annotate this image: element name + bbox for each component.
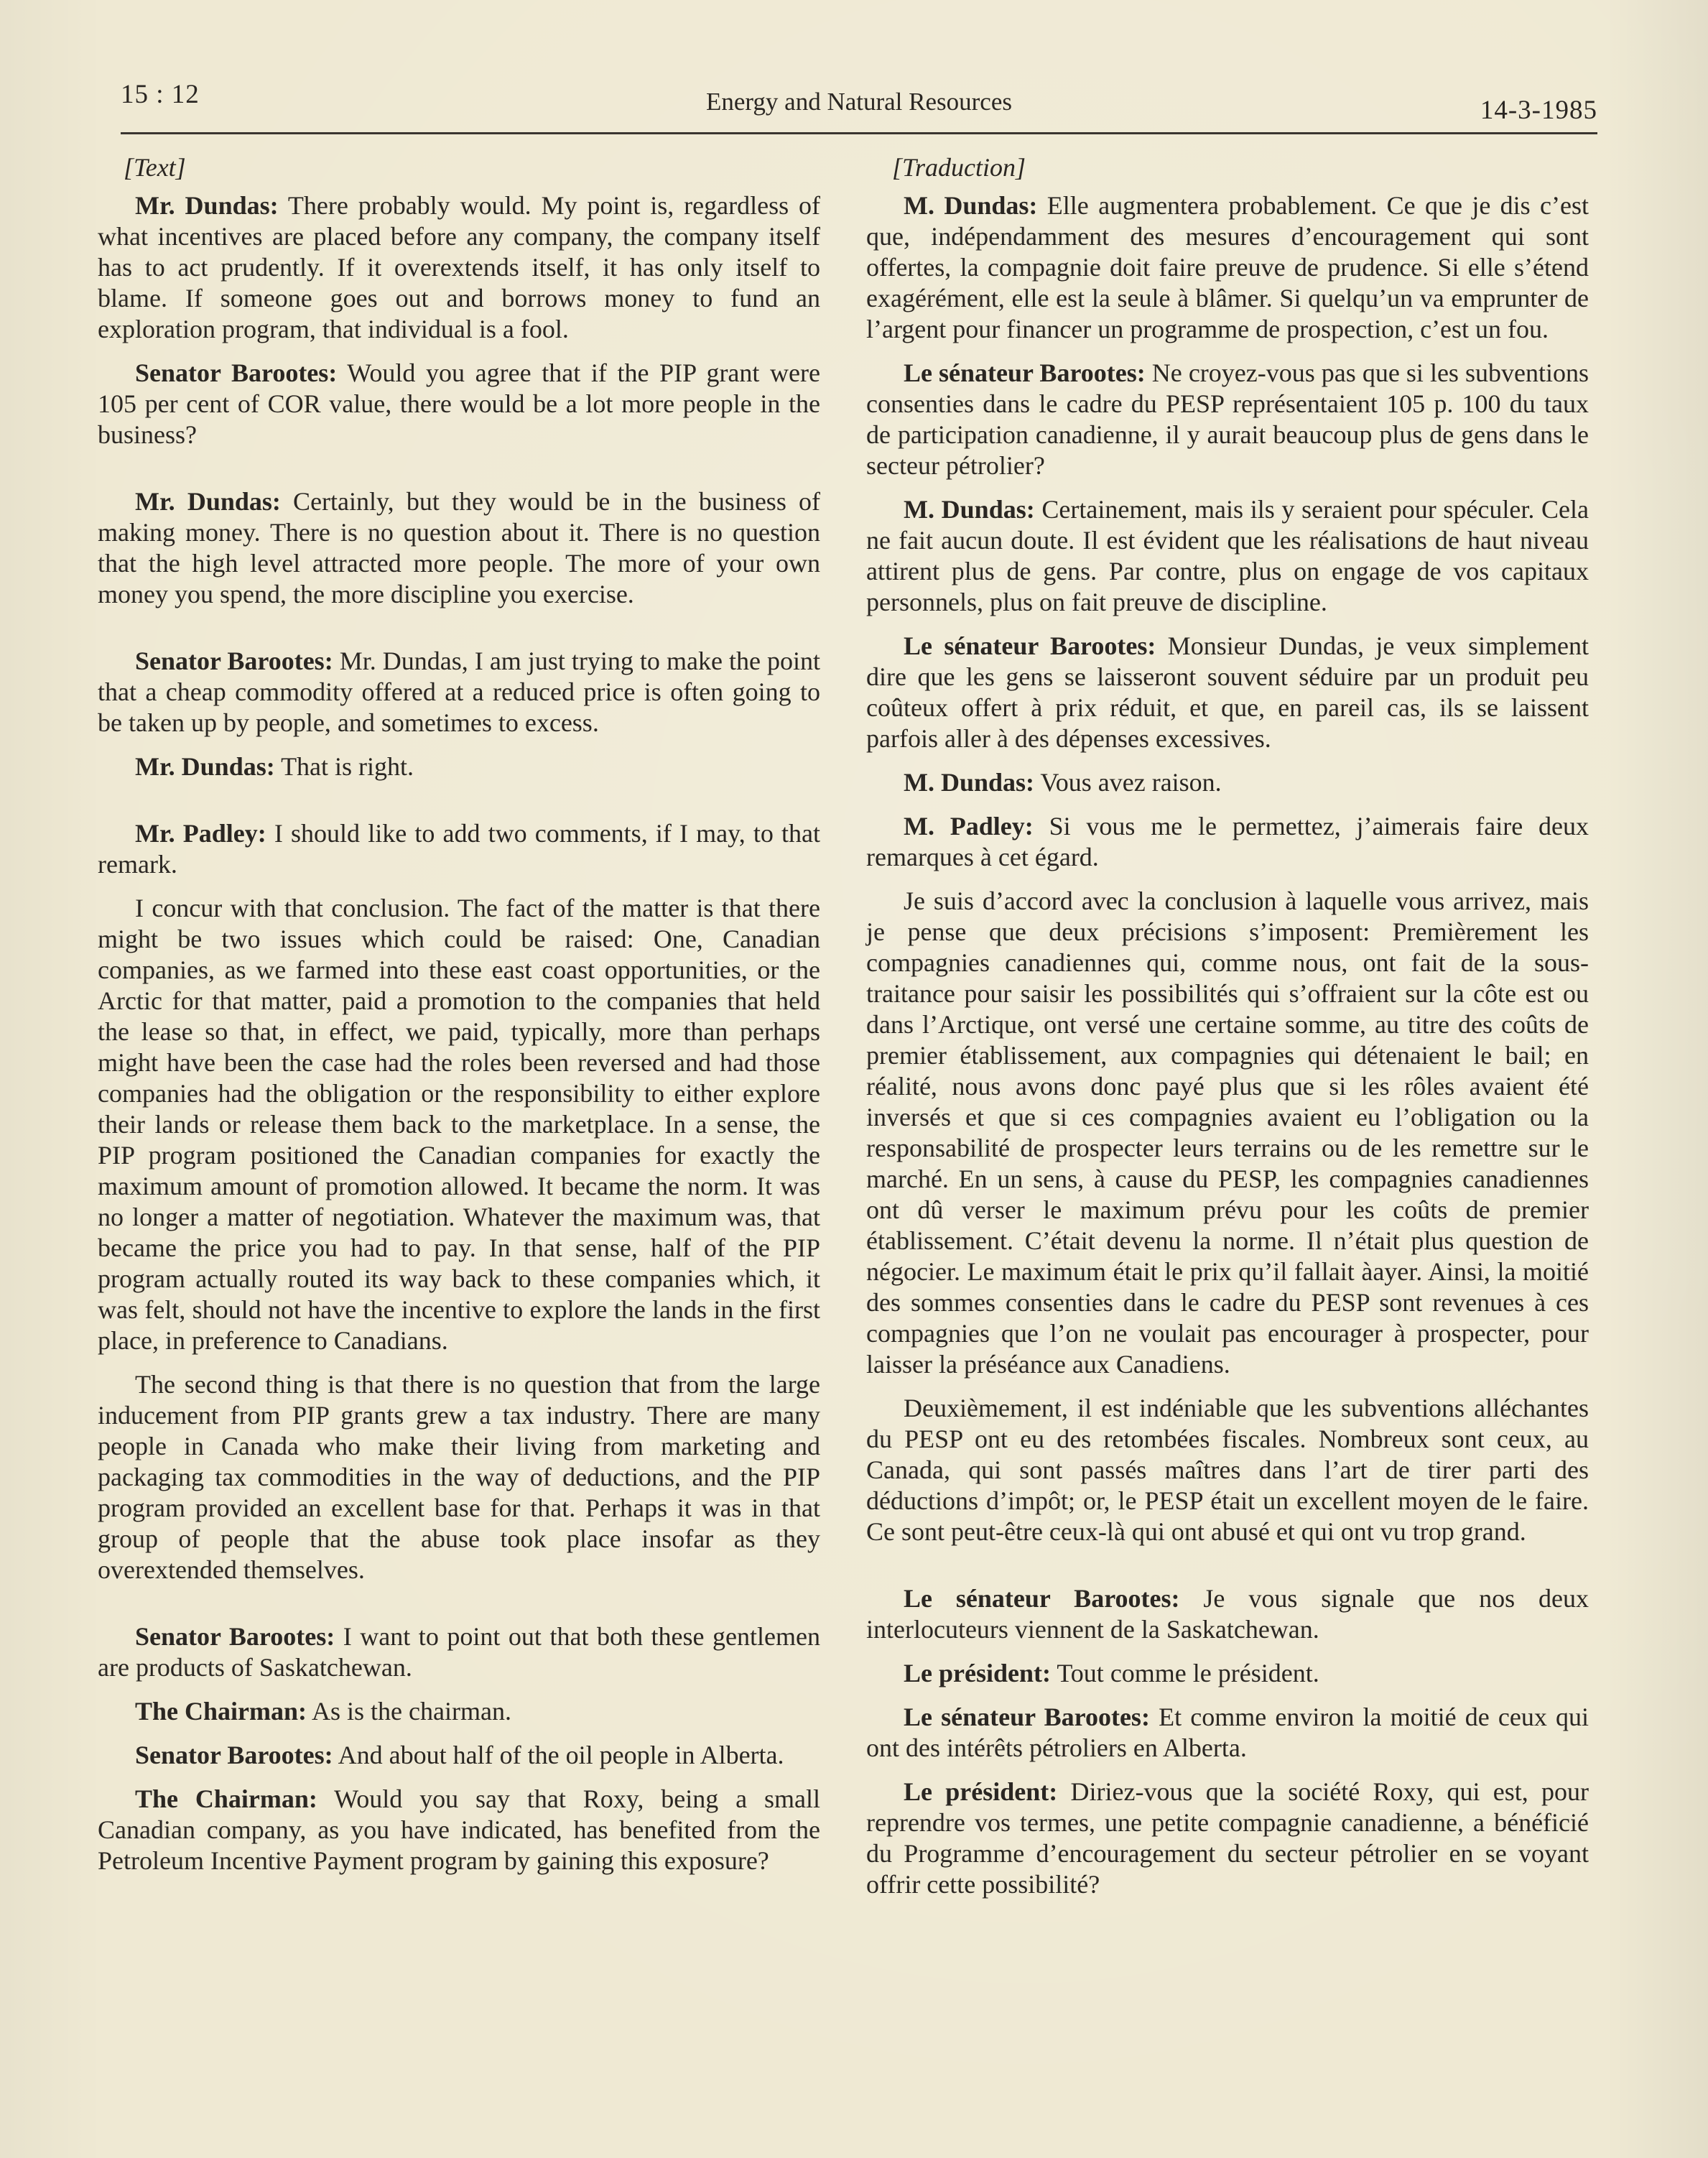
transcript-paragraph [866,1393,1589,1547]
column-label: [Text] [124,153,186,182]
speech-text: Diriez-vous que la société Roxy, qui est, pour reprendre vos termes, une petite compagnie canadienne, a bénéficié du Programme d’encouragement du secteur pétrolier en se voyant offrir cette possibilité? [866,1777,1589,1899]
speaker-name: Senator Barootes: [135,647,333,675]
speech-text: And about half of the oil people in Alberta. [333,1741,784,1769]
transcript-paragraph [98,818,820,880]
speaker-name: The Chairman: [135,1784,317,1813]
transcript-paragraph [866,1583,1589,1645]
transcript-paragraph [866,1702,1589,1764]
page-number: 15 : 12 [121,80,200,109]
speech-text: Tout comme le président. [1050,1659,1319,1687]
speech-text: Elle augmentera probablement. Ce que je dis c’est que, indépendamment des mesures d’encouragement qui sont offertes, la compagnie doit faire preuve de prudence. Si elle s’étend exagérément, elle est la seule à blâmer. Si quelqu’un va emprunter de l’argent pour financer un programme de prospection, c’est un fou. [866,191,1589,343]
speech-text: Monsieur Dundas, je veux simplement dire que les gens se laisseront souvent séduire par un produit peu coûteux offert à prix réduit, et que, en pareil cas, ils se laissent parfois aller à des dépenses excessives. [866,631,1589,753]
transcript-paragraph [98,1740,820,1771]
speech-text: Si vous me le permettez, j’aimerais faire deux remarques à cet égard. [866,812,1589,871]
transcript-paragraph [866,494,1589,618]
speech-text: Ne croyez-vous pas que si les subventions consenties dans le cadre du PESP représentaient 105 p. 100 du taux de participation canadienne, il y aurait beaucoup plus de gens dans le secteur pétrolier? [866,358,1589,480]
speaker-name: Le président: [904,1777,1058,1806]
transcript-paragraph [98,1621,820,1683]
speech-text: I should like to add two comments, if I may, to that remark. [98,819,820,879]
speech-text: The second thing is that there is no question that from the large inducement from PIP grants grew a tax industry. There are many people in Canada who make their living from marketing and packaging tax commodities in the way of deductions, and the PIP program provided an excellent base for that. Perhaps it was in that group of people that the abuse took place insofar as they overextended themselves. [98,1370,820,1584]
speaker-name: Senator Barootes: [135,1622,335,1651]
page-header [121,75,1597,134]
transcript-paragraph [98,1784,820,1876]
speech-text: There probably would. My point is, regardless of what incentives are placed before any company, the company itself has to act prudently. If it overextends itself, it has only itself to blame. If someone goes out and borrows money to fund an exploration program, that individual is a fool. [98,191,821,343]
speech-text: Would you agree that if the PIP grant were 105 per cent of COR value, there would be a lot more people in the business? [98,358,820,449]
speech-text: Mr. Dundas, I am just trying to make the point that a cheap commodity offered at a reduced price is often going to be taken up by people, and sometimes to excess. [98,647,820,737]
english-column [98,152,820,1889]
speech-text: Je suis d’accord avec la conclusion à laquelle vous arrivez, mais je pense que deux précisions s’imposent: Premièrement les compagnies canadiennes qui, comme nous, ont fait de la sous-traitance pour saisir les possibilités qui s’offraient sur la côte est ou dans l’Arctique, ont versé une certaine somme, au titre des coûts de premier établissement, aux compagnies qui détenaient le bail; en réalité, nous avons donc payé plus que si les rôles avaient été inversés et que si ces compagnies avaient eu l’obligation ou la responsabilité de prospecter leurs terrains ou de les remettre sur le marché. En un sens, à cause du PESP, les compagnies canadiennes ont dû verser le maximum prévu pour les coûts de premier établissement. C’était devenu la norme. Il n’était plus question de négocier. Le maximum était le prix qu’il fallait àayer. Ainsi, la moitié des sommes consenties dans le cadre du PESP sont revenues à ces compagnies que l’on ne voulait pas encourager à prospecter, pour laisser la préséance aux Canadiens. [866,886,1589,1379]
speaker-name: Mr. Dundas: [135,191,279,220]
speaker-name: Mr. Padley: [135,819,266,848]
speech-text: That is right. [274,752,414,781]
french-column [866,152,1589,1913]
speaker-name: Mr. Dundas: [135,487,281,516]
transcript-paragraph [866,358,1589,481]
speaker-name: M. Dundas: [904,191,1038,220]
transcript-paragraph [98,751,820,782]
speaker-name: Le sénateur Barootes: [904,1703,1150,1731]
transcript-paragraph [98,358,820,450]
transcript-paragraph [866,767,1589,798]
transcript-paragraph [866,190,1589,345]
speaker-name: Mr. Dundas: [135,752,275,781]
transcript-paragraph [98,646,820,738]
speech-text: I want to point out that both these gentlemen are products of Saskatchewan. [98,1622,820,1682]
speaker-name: M. Dundas: [904,495,1035,524]
speaker-name: Senator Barootes: [135,358,338,387]
publication-title: Energy and Natural Resources [705,88,1012,116]
publication-date: 14-3-1985 [1480,96,1597,125]
speaker-name: Senator Barootes: [135,1741,333,1769]
transcript-paragraph [98,1369,820,1585]
speaker-name: Le sénateur Barootes: [904,1584,1180,1613]
speech-text: I concur with that conclusion. The fact of the matter is that there might be two issues which could be raised: One, Canadian companies, as we farmed into these east coast opportunities, or the Arctic for that matter, paid a promotion to the companies that held the lease so that, in effect, we paid, typically, more than perhaps might have been the case had the roles been reversed and had those companies had the obligation or the responsibility to either explore their lands or release them back to the marketplace. In a sense, the PIP program positioned the Canadian companies for exactly the maximum amount of promotion allowed. It became the norm. It was no longer a matter of negotiation. Whatever the maximum was, that became the price you had to pay. In that sense, half of the PIP program actually routed its way back to these companies which, it was felt, should not have the incentive to explore the lands in the first place, in preference to Canadians. [98,894,820,1355]
speech-text: Vous avez raison. [1034,768,1222,797]
speaker-name: M. Dundas: [904,768,1035,797]
transcript-paragraph [866,1658,1589,1689]
speaker-name: Le sénateur Barootes: [904,358,1146,387]
speech-text: Je vous signale que nos deux interlocuteurs viennent de la Saskatchewan. [866,1584,1589,1644]
transcript-paragraph [98,893,820,1356]
speaker-name: Le sénateur Barootes: [904,631,1156,660]
speaker-name: Le président: [904,1659,1051,1687]
transcript-paragraph [866,886,1589,1380]
speaker-name: The Chairman: [135,1697,307,1726]
speech-text: Certainly, but they would be in the business of making money. There is no question about it. There is no question that the high level attracted more people. The more of your own money you spend, the more discipline you exercise. [98,487,820,608]
transcript-paragraph [98,1696,820,1727]
transcript-paragraph [98,190,820,345]
speech-text: As is the chairman. [307,1697,511,1726]
speech-text: Et comme environ la moitié de ceux qui ont des intérêts pétroliers en Alberta. [866,1703,1589,1762]
transcript-paragraph [98,486,820,610]
transcript-paragraph [866,631,1589,754]
transcript-paragraph [866,811,1589,873]
speaker-name: M. Padley: [904,812,1034,840]
transcript-paragraph [866,1777,1589,1900]
speech-text: Would you say that Roxy, being a small Canadian company, as you have indicated, has benefited from the Petroleum Incentive Payment program by gaining this exposure? [98,1784,821,1875]
column-label: [Traduction] [892,153,1026,182]
speech-text: Deuxièmement, il est indéniable que les subventions alléchantes du PESP ont eu des retombées fiscales. Nombreux sont ceux, au Canada, qui sont passés maîtres dans l’art de tirer parti des déductions d’impôt; or, le PESP était un excellent moyen de le faire. Ce sont peut-être ceux-là qui ont abusé et qui ont vu trop grand. [866,1394,1589,1546]
speech-text: Certainement, mais ils y seraient pour spéculer. Cela ne fait aucun doute. Il est évident que les réalisations de haut niveau attirent plus de gens. Par contre, plus on engage de vos capitaux personnels, plus on fait preuve de discipline. [866,495,1589,616]
